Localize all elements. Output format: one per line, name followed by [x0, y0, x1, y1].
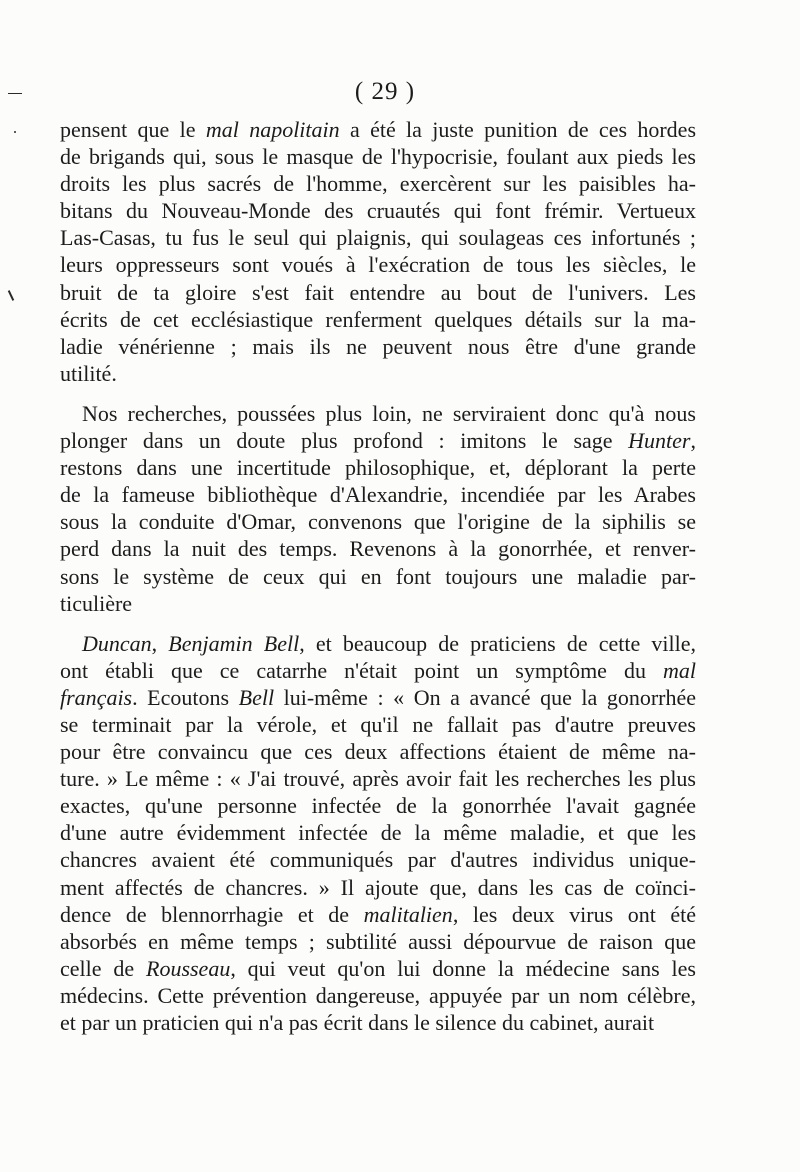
text-segment: lui-même : « On a avancé que la gonorrhée	[274, 684, 696, 710]
text-segment: pour être convaincu que ces deux affections étaient de même na-	[60, 739, 696, 765]
text-segment: chancres avaient été communiqués par d'autres individus unique-	[60, 847, 696, 873]
text-segment: a été la juste punition de ces hordes	[339, 117, 697, 142]
italic-segment: Duncan	[82, 630, 152, 656]
text-line	[60, 535, 696, 562]
text-segment: de la fameuse bibliothèque d'Alexandrie, incendiée par les Arabes	[60, 482, 696, 508]
text-line	[60, 563, 696, 590]
text-segment: plonger dans un doute plus profond : imitons le sage	[60, 428, 629, 454]
text-line	[60, 454, 696, 481]
text-segment: se terminait par la vérole, et qu'il ne fallait pas d'autre preuves	[60, 711, 696, 737]
text-segment: ,	[151, 630, 169, 656]
italic-segment: Bell	[238, 684, 275, 710]
italic-segment: mal	[663, 657, 696, 683]
text-line	[60, 1009, 696, 1036]
text-segment: ,	[690, 428, 696, 454]
text-line	[60, 306, 696, 333]
text-line	[60, 630, 696, 657]
text-line	[60, 684, 696, 711]
text-segment: absorbés en même temps ; subtilité aussi dépourvue de raison que	[60, 928, 696, 954]
paragraph-gap	[60, 617, 696, 630]
text-segment: ticulière	[60, 590, 133, 616]
text-line	[60, 901, 696, 928]
text-segment: médecins. Cette prévention dangereuse, appuyée par un nom célèbre,	[60, 982, 696, 1008]
italic-segment: malitalien	[363, 901, 453, 927]
italic-segment: Rousseau	[146, 955, 231, 981]
text-line	[60, 711, 696, 738]
italic-segment: Benjamin Bell	[168, 630, 300, 656]
text-line	[60, 279, 696, 306]
text-segment: Las-Casas, tu fus le seul qui plaignis, qui soulageas ces infortunés ;	[60, 225, 696, 251]
paragraph-gap	[60, 387, 696, 400]
text-segment: pensent que le	[60, 117, 206, 142]
text-line	[60, 982, 696, 1009]
text-segment: de brigands qui, sous le masque de l'hypocrisie, foulant aux pieds les	[60, 144, 696, 170]
text-segment: , les deux virus ont été	[452, 901, 696, 927]
text-line	[60, 508, 696, 535]
italic-segment: mal napolitain	[205, 117, 340, 142]
text-segment: restons dans une incertitude philosophique, et, déplorant la perte	[60, 455, 696, 481]
text-segment: bitans du Nouveau-Monde des cruautés qui font frémir. Vertueux	[60, 198, 696, 224]
text-segment: ont établi que ce catarrhe n'était point un symptôme du	[60, 657, 663, 683]
text-segment: , et beaucoup de praticiens de cette ville,	[299, 630, 696, 656]
text-segment: celle de	[60, 955, 146, 981]
text-segment: , qui veut qu'on lui donne la médecine sans les	[230, 955, 696, 981]
text-segment: sous la conduite d'Omar, convenons que l'origine de la siphilis se	[60, 509, 696, 535]
margin-tick-mark	[8, 290, 14, 301]
text-line	[60, 224, 696, 251]
text-segment: écrits de cet ecclésiastique renferment quelques détails sur la ma-	[60, 306, 696, 332]
text-segment: ture. » Le même : « J'ai trouvé, après avoir fait les recherches les plus	[60, 766, 696, 792]
text-segment: leurs oppresseurs sont voués à l'exécration de tous les siècles, le	[60, 252, 696, 278]
text-segment: ment affectés de chancres. » Il ajoute que, dans les cas de coïnci-	[60, 874, 696, 900]
text-segment: d'une autre évidemment infectée de la même maladie, et que les	[60, 820, 696, 846]
text-segment: bruit de ta gloire s'est fait entendre au bout de l'univers. Les	[60, 279, 696, 305]
text-segment: exactes, qu'une personne infectée de la gonorrhée l'avait gagnée	[60, 793, 696, 819]
text-segment: dence de blennorrhagie et de	[60, 901, 364, 927]
text-line	[60, 657, 696, 684]
text-line	[60, 251, 696, 278]
italic-segment: français	[60, 684, 133, 710]
text-line	[60, 116, 696, 143]
text-line	[60, 170, 696, 197]
text-line	[60, 197, 696, 224]
text-segment: droits les plus sacrés de l'homme, exercèrent sur les paisibles ha-	[60, 171, 696, 197]
text-segment: Nos recherches, poussées plus loin, ne serviraient donc qu'à nous	[82, 400, 696, 426]
page-number: ( 29 )	[354, 78, 416, 105]
text-line	[60, 360, 696, 387]
text-line	[60, 333, 696, 360]
text-line	[60, 928, 696, 955]
italic-segment: Hunter	[628, 428, 691, 454]
text-line	[60, 819, 696, 846]
text-line	[60, 400, 696, 427]
text-segment: et par un praticien qui n'a pas écrit dans le silence du cabinet, aurait	[60, 1010, 655, 1035]
text-line	[60, 846, 696, 873]
text-line	[60, 590, 696, 617]
body-text	[60, 116, 696, 1036]
text-segment: ladie vénérienne ; mais ils ne peuvent nous être d'une grande	[60, 333, 696, 359]
text-line	[60, 738, 696, 765]
text-segment: utilité.	[60, 360, 117, 386]
text-line	[60, 427, 696, 454]
text-segment: . Ecoutons	[132, 684, 239, 710]
text-line	[60, 955, 696, 982]
text-line	[60, 481, 696, 508]
text-line	[60, 143, 696, 170]
text-line	[60, 874, 696, 901]
text-segment: perd dans la nuit des temps. Revenons à la gonorrhée, et renver-	[60, 536, 696, 562]
margin-dot-mark	[14, 131, 16, 133]
text-line	[60, 765, 696, 792]
text-line	[60, 792, 696, 819]
text-segment: sons le système de ceux qui en font toujours une maladie par-	[60, 563, 696, 589]
